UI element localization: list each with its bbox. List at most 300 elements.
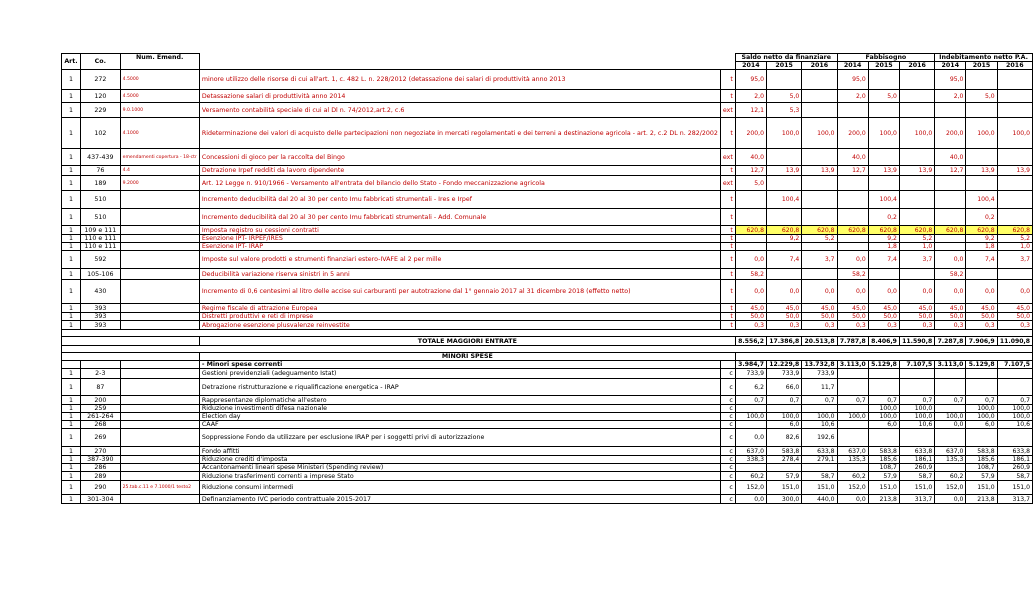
co-cell: 393 xyxy=(81,313,121,321)
value-cell: 0,0 xyxy=(935,251,966,269)
description-cell: Riduzione trasferimenti correnti a imprese Stato xyxy=(199,472,720,481)
value-cell: 100,0 xyxy=(868,405,899,413)
co-cell: 301-304 xyxy=(81,495,121,504)
col-desc-header xyxy=(199,54,735,70)
value-cell: 12,7 xyxy=(735,166,766,176)
value-cell: 57,9 xyxy=(966,472,997,481)
co-cell: 87 xyxy=(81,379,121,396)
type-cell: c xyxy=(720,472,735,481)
emendment-cell xyxy=(120,396,199,405)
entrata-row xyxy=(62,243,1033,251)
year-header: 2014 xyxy=(837,62,868,70)
co-cell: 105-106 xyxy=(81,269,121,280)
description-cell: Esenzione IPT- IRAP xyxy=(199,243,720,251)
value-cell xyxy=(837,464,868,472)
year-header: 2014 xyxy=(935,62,966,70)
value-cell: 58,7 xyxy=(899,472,934,481)
value-cell: 185,6 xyxy=(868,456,899,464)
art-cell: 1 xyxy=(62,149,81,166)
value-cell: 151,0 xyxy=(997,481,1032,495)
value-cell xyxy=(868,70,899,90)
co-cell: 270 xyxy=(81,447,121,456)
minori-spese-row xyxy=(62,353,1033,361)
spacer-row xyxy=(62,330,1033,337)
co-cell: 387-390 xyxy=(81,456,121,464)
co-cell: 290 xyxy=(81,481,121,495)
value-cell: 58,2 xyxy=(837,269,868,280)
description-cell: Fondo affitti xyxy=(199,447,720,456)
art-cell: 1 xyxy=(62,118,81,149)
type-cell: c xyxy=(720,447,735,456)
co-cell: 272 xyxy=(81,70,121,90)
value-cell: 6,2 xyxy=(735,379,766,396)
value-cell: 100,0 xyxy=(868,118,899,149)
value-cell: 0,7 xyxy=(802,396,837,405)
totale-value: 20.513,8 xyxy=(802,337,837,346)
value-cell xyxy=(802,90,837,103)
value-cell xyxy=(868,379,899,396)
totale-value: 17.386,8 xyxy=(767,337,802,346)
art-cell: 1 xyxy=(62,166,81,176)
value-cell: 620,8 xyxy=(935,226,966,235)
value-cell: 5,2 xyxy=(802,235,837,243)
spesa-row xyxy=(62,464,1033,472)
col-art-header: Art. xyxy=(62,54,81,70)
art-cell: 1 xyxy=(62,176,81,191)
type-cell: c xyxy=(720,456,735,464)
value-cell: 9,2 xyxy=(966,235,997,243)
description-cell: Detassazione salari di produttività anno 2014 xyxy=(199,90,720,103)
value-cell xyxy=(802,269,837,280)
art-cell: 1 xyxy=(62,456,81,464)
art-cell: 1 xyxy=(62,495,81,504)
value-cell: 100,0 xyxy=(767,413,802,421)
value-cell xyxy=(837,176,868,191)
type-cell: c xyxy=(720,413,735,421)
art-cell: 1 xyxy=(62,243,81,251)
description-cell: Election day xyxy=(199,413,720,421)
art-cell: 1 xyxy=(62,396,81,405)
description-cell: Riduzione crediti d'imposta xyxy=(199,456,720,464)
value-cell: 9,2 xyxy=(767,235,802,243)
description-cell: Art. 12 Legge n. 910/1966 - Versamento all'entrata del bilancio dello Stato - Fondo meccanizzazione agricola xyxy=(199,176,720,191)
art-cell: 1 xyxy=(62,251,81,269)
value-cell: 7,4 xyxy=(966,251,997,269)
value-cell xyxy=(735,243,766,251)
type-cell: t xyxy=(720,90,735,103)
art-cell: 1 xyxy=(62,280,81,304)
description-cell: Rappresentanze diplomatiche all'estero xyxy=(199,396,720,405)
value-cell xyxy=(767,243,802,251)
value-cell xyxy=(868,176,899,191)
spesa-row xyxy=(62,481,1033,495)
value-cell: 0,0 xyxy=(837,251,868,269)
description-cell: Incremento deducibilità dal 20 al 30 per cento Imu fabbricati strumentali - Ires e Irpef xyxy=(199,191,720,209)
value-cell: 733,9 xyxy=(735,369,766,379)
emendment-cell xyxy=(120,269,199,280)
value-cell: 0,0 xyxy=(735,280,766,304)
emendment-cell xyxy=(120,495,199,504)
spesa-row xyxy=(62,421,1033,429)
value-cell: 95,0 xyxy=(935,70,966,90)
value-cell: 5,3 xyxy=(767,103,802,118)
value-cell xyxy=(935,379,966,396)
entrata-row xyxy=(62,176,1033,191)
emendment-cell xyxy=(120,456,199,464)
value-cell: 620,8 xyxy=(868,226,899,235)
year-header: 2015 xyxy=(868,62,899,70)
entrata-row xyxy=(62,103,1033,118)
type-cell: t xyxy=(720,313,735,321)
value-cell: 633,8 xyxy=(899,447,934,456)
type-cell: c xyxy=(720,396,735,405)
value-cell xyxy=(935,464,966,472)
type-cell: t xyxy=(720,70,735,90)
value-cell xyxy=(935,405,966,413)
spesa-row xyxy=(62,396,1033,405)
description-cell: Riduzione investimenti difesa nazionale xyxy=(199,405,720,413)
value-cell: 50,0 xyxy=(935,313,966,321)
co-cell: 110 e 111 xyxy=(81,243,121,251)
value-cell xyxy=(966,379,997,396)
value-cell: 620,8 xyxy=(899,226,934,235)
col-num-emend-header: Num. Emend. xyxy=(120,54,199,70)
value-cell: 100,0 xyxy=(966,118,997,149)
value-cell: 100,0 xyxy=(767,118,802,149)
value-cell: 12,7 xyxy=(837,166,868,176)
value-cell xyxy=(935,176,966,191)
totale-value: 7.287,8 xyxy=(935,337,966,346)
value-cell xyxy=(899,191,934,209)
value-cell xyxy=(935,103,966,118)
value-cell xyxy=(997,269,1032,280)
art-cell: 1 xyxy=(62,464,81,472)
spesa-row xyxy=(62,369,1033,379)
value-cell xyxy=(767,464,802,472)
value-cell xyxy=(935,243,966,251)
type-cell: t xyxy=(720,166,735,176)
art-cell: 1 xyxy=(62,321,81,330)
totale-value: 11.590,8 xyxy=(899,337,934,346)
value-cell xyxy=(802,243,837,251)
emendment-cell xyxy=(120,405,199,413)
art-cell: 1 xyxy=(62,472,81,481)
value-cell: 0,3 xyxy=(899,321,934,330)
value-cell: 50,0 xyxy=(868,313,899,321)
type-cell: t xyxy=(720,251,735,269)
value-cell: 58,2 xyxy=(735,269,766,280)
value-cell: 45,0 xyxy=(802,304,837,313)
value-cell: 100,0 xyxy=(868,413,899,421)
value-cell xyxy=(802,70,837,90)
art-cell: 1 xyxy=(62,421,81,429)
header-group-row xyxy=(62,54,1033,62)
value-cell: 0,3 xyxy=(966,321,997,330)
value-cell: 9,2 xyxy=(868,235,899,243)
spacer-row xyxy=(62,346,1033,353)
description-cell: Detrazione Irpef redditi da lavoro dipendente xyxy=(199,166,720,176)
co-cell: 200 xyxy=(81,396,121,405)
value-cell: 186,1 xyxy=(899,456,934,464)
value-cell xyxy=(899,209,934,226)
value-cell: 0,7 xyxy=(767,396,802,405)
value-cell: 13,9 xyxy=(966,166,997,176)
type-cell: ext xyxy=(720,176,735,191)
value-cell: 95,0 xyxy=(735,70,766,90)
value-cell: 583,8 xyxy=(966,447,997,456)
value-cell: 82,6 xyxy=(767,429,802,447)
value-cell: 0,0 xyxy=(935,421,966,429)
value-cell: 45,0 xyxy=(868,304,899,313)
value-cell: 440,0 xyxy=(802,495,837,504)
value-cell: 583,8 xyxy=(868,447,899,456)
value-cell: 60,2 xyxy=(735,472,766,481)
value-cell: 733,9 xyxy=(802,369,837,379)
entrata-row xyxy=(62,226,1033,235)
value-cell: 620,8 xyxy=(966,226,997,235)
value-cell: 40,0 xyxy=(935,149,966,166)
spesa-row xyxy=(62,405,1033,413)
art-cell: 1 xyxy=(62,405,81,413)
value-cell xyxy=(899,176,934,191)
value-cell xyxy=(735,405,766,413)
spesa-row xyxy=(62,413,1033,421)
entrata-row xyxy=(62,191,1033,209)
co-cell: 510 xyxy=(81,209,121,226)
value-cell xyxy=(899,369,934,379)
co-cell: 261-264 xyxy=(81,413,121,421)
value-cell xyxy=(767,176,802,191)
co-cell: 269 xyxy=(81,429,121,447)
art-cell: 1 xyxy=(62,191,81,209)
description-cell: - Minori spese correnti xyxy=(199,361,720,369)
type-cell: c xyxy=(720,405,735,413)
year-header: 2016 xyxy=(802,62,837,70)
value-cell xyxy=(966,369,997,379)
year-header: 2016 xyxy=(899,62,934,70)
value-cell xyxy=(935,191,966,209)
value-cell xyxy=(767,269,802,280)
value-cell: 300,0 xyxy=(767,495,802,504)
value-cell: 620,8 xyxy=(802,226,837,235)
value-cell xyxy=(966,269,997,280)
description-cell: Deducibilità variazione riserva sinistri in 5 anni xyxy=(199,269,720,280)
value-cell: 0,0 xyxy=(935,495,966,504)
value-cell: 7,4 xyxy=(767,251,802,269)
value-cell: 3.113,0 xyxy=(935,361,966,369)
emendment-cell xyxy=(120,413,199,421)
value-cell: 5,2 xyxy=(899,235,934,243)
value-cell xyxy=(899,70,934,90)
minori-spese-label: MINORI SPESE xyxy=(199,353,735,361)
art-cell: 1 xyxy=(62,413,81,421)
value-cell xyxy=(997,429,1032,447)
value-cell xyxy=(735,235,766,243)
value-cell: 10,6 xyxy=(899,421,934,429)
emendment-cell: 9.2000 xyxy=(120,176,199,191)
type-cell: c xyxy=(720,429,735,447)
value-cell: 313,7 xyxy=(997,495,1032,504)
entrata-row xyxy=(62,118,1033,149)
value-cell: 151,0 xyxy=(899,481,934,495)
co-cell: 268 xyxy=(81,421,121,429)
value-cell xyxy=(802,405,837,413)
value-cell: 5,0 xyxy=(966,90,997,103)
value-cell: 3,7 xyxy=(802,251,837,269)
co-cell: 229 xyxy=(81,103,121,118)
value-cell: 0,3 xyxy=(767,321,802,330)
value-cell xyxy=(997,369,1032,379)
value-cell: 5.129,8 xyxy=(966,361,997,369)
art-cell: 1 xyxy=(62,90,81,103)
entrata-row xyxy=(62,235,1033,243)
value-cell: 637,0 xyxy=(935,447,966,456)
value-cell: 5,0 xyxy=(868,90,899,103)
art-cell: 1 xyxy=(62,269,81,280)
emendment-cell: 4.4 xyxy=(120,166,199,176)
value-cell: 100,0 xyxy=(899,413,934,421)
type-cell: t xyxy=(720,226,735,235)
value-cell xyxy=(997,176,1032,191)
value-cell: 3,7 xyxy=(997,251,1032,269)
value-cell: 1,0 xyxy=(899,243,934,251)
spesa-row xyxy=(62,429,1033,447)
value-cell: 0,7 xyxy=(837,396,868,405)
value-cell: 7.107,5 xyxy=(899,361,934,369)
value-cell: 58,2 xyxy=(935,269,966,280)
entrata-row xyxy=(62,313,1033,321)
value-cell: 151,0 xyxy=(802,481,837,495)
totale-label: TOTALE MAGGIORI ENTRATE xyxy=(199,337,735,346)
value-cell: 11,7 xyxy=(802,379,837,396)
value-cell: 50,0 xyxy=(966,313,997,321)
group-indebitamento-header: Indebitamento netto P.A. xyxy=(935,54,1033,62)
value-cell: 45,0 xyxy=(837,304,868,313)
totale-value: 8.406,9 xyxy=(868,337,899,346)
value-cell: 620,8 xyxy=(997,226,1032,235)
value-cell xyxy=(802,103,837,118)
value-cell xyxy=(868,369,899,379)
value-cell: 0,7 xyxy=(868,396,899,405)
value-cell: 45,0 xyxy=(735,304,766,313)
emendment-cell xyxy=(120,304,199,313)
entrata-row xyxy=(62,251,1033,269)
spese-section xyxy=(62,361,1033,504)
value-cell: 45,0 xyxy=(966,304,997,313)
value-cell: 108,7 xyxy=(966,464,997,472)
value-cell: 0,0 xyxy=(735,251,766,269)
value-cell xyxy=(802,176,837,191)
value-cell: 100,0 xyxy=(966,405,997,413)
totale-value: 7.906,9 xyxy=(966,337,997,346)
co-cell: 393 xyxy=(81,304,121,313)
value-cell: 100,0 xyxy=(997,118,1032,149)
value-cell: 637,0 xyxy=(735,447,766,456)
value-cell xyxy=(837,369,868,379)
co-cell: 120 xyxy=(81,90,121,103)
type-cell: t xyxy=(720,118,735,149)
emendment-cell xyxy=(120,421,199,429)
emendment-cell xyxy=(120,464,199,472)
value-cell: 0,7 xyxy=(899,396,934,405)
value-cell: 45,0 xyxy=(899,304,934,313)
type-cell: c xyxy=(720,379,735,396)
emendment-cell xyxy=(120,361,199,369)
value-cell: 100,0 xyxy=(802,413,837,421)
value-cell: 50,0 xyxy=(767,313,802,321)
value-cell: 13,9 xyxy=(868,166,899,176)
value-cell xyxy=(868,149,899,166)
entrata-row xyxy=(62,70,1033,90)
description-cell: Soppressione Fondo da utilizzare per esclusione IRAP per i soggetti privi di autorizzazione xyxy=(199,429,720,447)
value-cell xyxy=(966,176,997,191)
value-cell: 12,7 xyxy=(935,166,966,176)
art-cell: 1 xyxy=(62,369,81,379)
value-cell: 45,0 xyxy=(767,304,802,313)
description-cell: Riduzione consumi intermedi xyxy=(199,481,720,495)
co-cell: 437-439 xyxy=(81,149,121,166)
value-cell: 0,0 xyxy=(868,280,899,304)
value-cell xyxy=(935,209,966,226)
value-cell xyxy=(997,149,1032,166)
value-cell: 13,9 xyxy=(899,166,934,176)
year-header: 2015 xyxy=(966,62,997,70)
value-cell: 583,8 xyxy=(767,447,802,456)
value-cell: 152,0 xyxy=(935,481,966,495)
value-cell xyxy=(837,429,868,447)
value-cell xyxy=(735,191,766,209)
type-cell: c xyxy=(720,481,735,495)
value-cell: 0,2 xyxy=(966,209,997,226)
value-cell: 50,0 xyxy=(997,313,1032,321)
value-cell xyxy=(966,429,997,447)
value-cell xyxy=(997,209,1032,226)
value-cell: 313,7 xyxy=(899,495,934,504)
value-cell: 213,8 xyxy=(966,495,997,504)
value-cell xyxy=(802,209,837,226)
type-cell xyxy=(720,361,735,369)
description-cell: Abrogazione esenzione plusvalenze reinvestite xyxy=(199,321,720,330)
type-cell: t xyxy=(720,191,735,209)
value-cell: 50,0 xyxy=(899,313,934,321)
co-cell xyxy=(81,361,121,369)
co-cell: 189 xyxy=(81,176,121,191)
value-cell: 6,0 xyxy=(966,421,997,429)
value-cell xyxy=(802,464,837,472)
value-cell: 0,0 xyxy=(899,280,934,304)
value-cell: 200,0 xyxy=(935,118,966,149)
value-cell xyxy=(868,103,899,118)
value-cell: 12,1 xyxy=(735,103,766,118)
value-cell: 95,0 xyxy=(837,70,868,90)
entrata-row xyxy=(62,269,1033,280)
value-cell: 633,8 xyxy=(997,447,1032,456)
art-cell: 1 xyxy=(62,226,81,235)
art-cell: 1 xyxy=(62,103,81,118)
value-cell: 0,3 xyxy=(735,321,766,330)
value-cell: 5,0 xyxy=(735,176,766,191)
value-cell xyxy=(735,421,766,429)
year-header: 2015 xyxy=(767,62,802,70)
art-cell: 1 xyxy=(62,235,81,243)
emendment-cell xyxy=(120,209,199,226)
art-cell: 1 xyxy=(62,70,81,90)
type-cell: c xyxy=(720,464,735,472)
value-cell xyxy=(837,235,868,243)
type-cell: t xyxy=(720,209,735,226)
value-cell xyxy=(868,429,899,447)
type-cell: t xyxy=(720,243,735,251)
